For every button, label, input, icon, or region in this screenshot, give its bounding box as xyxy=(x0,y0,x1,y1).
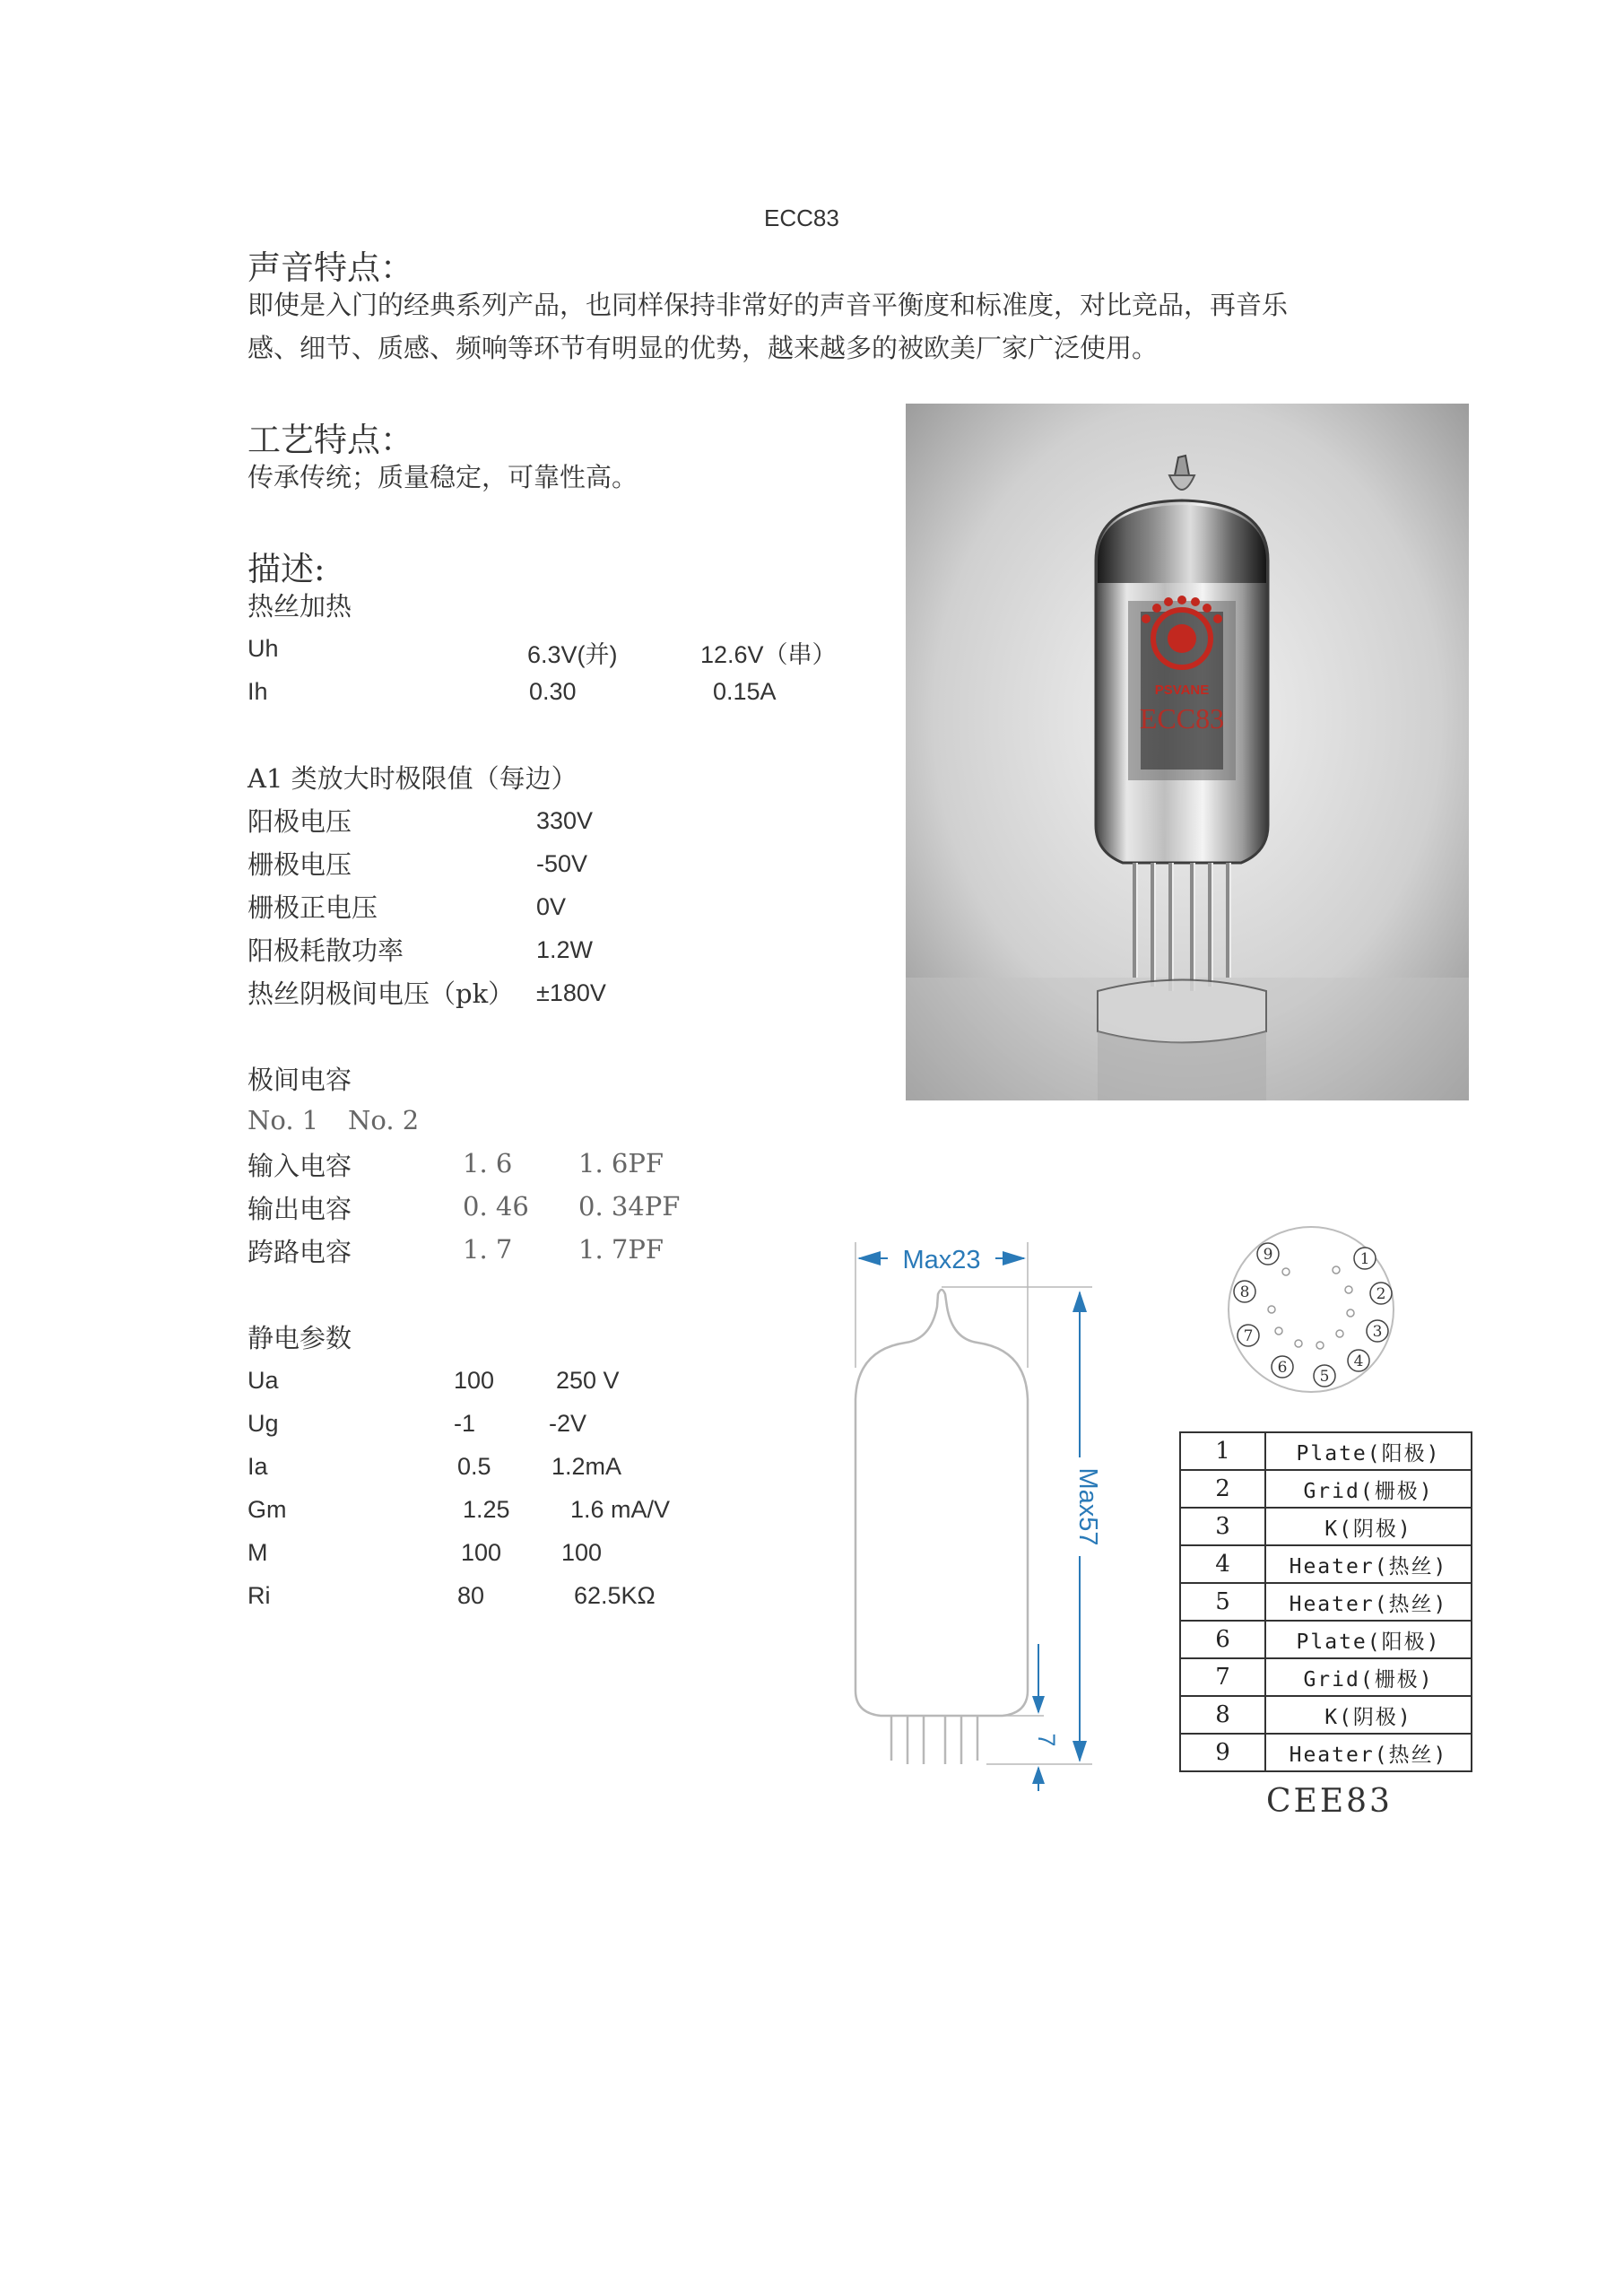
limit-value: ±180V xyxy=(536,979,606,1006)
socket-pin-number: 5 xyxy=(1319,1368,1330,1386)
desc-heading: 描述: xyxy=(248,550,326,588)
limit-name: 栅极电压 xyxy=(248,849,352,880)
heater-row-value-2: 12.6V（串） xyxy=(700,641,837,668)
pin-label: Grid(栅极) xyxy=(1265,1658,1472,1696)
pin-label: K(阴极) xyxy=(1265,1696,1472,1734)
pin-label: Heater(热丝) xyxy=(1265,1583,1472,1621)
heater-row-value-1: 6.3V(并) xyxy=(527,641,618,668)
static-value-2: 1.2mA xyxy=(551,1453,622,1480)
capacitance-value-1: 1. 6 xyxy=(463,1148,513,1178)
craft-text: 传承传统；质量稳定，可靠性高。 xyxy=(248,462,638,492)
pin-number: 5 xyxy=(1180,1583,1265,1621)
heater-row-value-1: 0.30 xyxy=(529,678,577,705)
static-name: M xyxy=(248,1539,268,1566)
pin-table xyxy=(1179,1431,1472,1772)
pin-number: 3 xyxy=(1180,1508,1265,1545)
limits-title: A1 类放大时极限值（每边） xyxy=(248,763,578,794)
sound-heading: 声音特点： xyxy=(248,248,413,287)
socket-pin-number: 9 xyxy=(1263,1246,1273,1264)
heater-row-value-2: 0.15A xyxy=(713,678,777,705)
socket-pin-number: 3 xyxy=(1372,1323,1383,1341)
static-value-1: 1.25 xyxy=(463,1496,510,1523)
product-photo xyxy=(906,404,1469,1100)
heater-title: 热丝加热 xyxy=(248,591,352,622)
socket-pin-number: 7 xyxy=(1243,1327,1254,1345)
pin-label: Plate(阳极) xyxy=(1265,1432,1472,1470)
table-row xyxy=(1180,1621,1472,1658)
static-value-1: 100 xyxy=(461,1539,502,1566)
pin-number: 9 xyxy=(1180,1734,1265,1771)
socket-pin-number: 2 xyxy=(1376,1285,1386,1303)
pin-label: Grid(栅极) xyxy=(1265,1470,1472,1508)
pin-number: 2 xyxy=(1180,1470,1265,1508)
pin-number: 1 xyxy=(1180,1432,1265,1470)
limit-name: 栅极正电压 xyxy=(248,892,378,923)
pin-label: Heater(热丝) xyxy=(1265,1545,1472,1583)
static-value-2: 1.6 mA/V xyxy=(570,1496,671,1523)
photo-model-text: ECC83 xyxy=(1139,702,1225,735)
table-row xyxy=(1180,1508,1472,1545)
limit-value: 330V xyxy=(536,807,594,834)
limit-value: 0V xyxy=(536,893,567,920)
limit-name: 热丝阴极间电压（pk） xyxy=(248,978,515,1009)
socket-pin-number: 6 xyxy=(1277,1359,1288,1377)
table-row xyxy=(1180,1696,1472,1734)
limit-value: 1.2W xyxy=(536,936,594,963)
pin-label: K(阴极) xyxy=(1265,1508,1472,1545)
socket-pin-number: 1 xyxy=(1359,1250,1370,1268)
pin-length-label: 7 xyxy=(1033,1733,1060,1747)
limit-name: 阳极电压 xyxy=(248,806,352,837)
static-value-1: -1 xyxy=(454,1410,476,1437)
pin-number: 8 xyxy=(1180,1696,1265,1734)
table-row xyxy=(1180,1432,1472,1470)
static-name: Ia xyxy=(248,1453,268,1480)
table-row xyxy=(1180,1470,1472,1508)
static-value-1: 80 xyxy=(457,1582,485,1609)
table-row xyxy=(1180,1583,1472,1621)
table-row xyxy=(1180,1658,1472,1696)
pin-number: 7 xyxy=(1180,1658,1265,1696)
static-value-1: 0.5 xyxy=(457,1453,491,1480)
pin-number: 4 xyxy=(1180,1545,1265,1583)
photo-logo-text: PSVANE xyxy=(1154,683,1210,698)
static-name: Ua xyxy=(248,1367,279,1394)
limit-value: -50V xyxy=(536,850,588,877)
width-dimension-label: Max23 xyxy=(902,1246,981,1274)
static-value-2: 62.5KΩ xyxy=(574,1582,656,1609)
static-value-2: 100 xyxy=(561,1539,603,1566)
pin-label: Heater(热丝) xyxy=(1265,1734,1472,1771)
capacitance-value-2: 0. 34PF xyxy=(578,1191,681,1222)
capacitance-title: 极间电容 xyxy=(248,1065,352,1095)
table-row xyxy=(1180,1545,1472,1583)
sound-line-1: 即使是入门的经典系列产品，也同样保持非常好的声音平衡度和标准度，对比竞品，再音乐 xyxy=(248,290,1289,320)
socket-pin-number: 8 xyxy=(1239,1283,1250,1301)
capacitance-name: 输入电容 xyxy=(248,1151,352,1181)
capacitance-value-2: 1. 7PF xyxy=(578,1234,664,1265)
table-row xyxy=(1180,1734,1472,1771)
capacitance-value-1: 1. 7 xyxy=(463,1234,513,1265)
socket-pinout-diagram xyxy=(1221,1220,1401,1399)
heater-row-name: Uh xyxy=(248,635,279,662)
pin-label: Plate(阳极) xyxy=(1265,1621,1472,1658)
heater-row-name: Ih xyxy=(248,678,268,705)
socket-pin-number: 4 xyxy=(1353,1352,1364,1370)
static-title: 静电参数 xyxy=(248,1323,352,1353)
limit-name: 阳极耗散功率 xyxy=(248,935,404,966)
capacitance-col-2: No. 2 xyxy=(348,1105,420,1135)
static-name: Ug xyxy=(248,1410,279,1437)
craft-heading: 工艺特点： xyxy=(248,421,413,459)
static-value-2: 250 V xyxy=(556,1367,620,1394)
capacitance-value-2: 1. 6PF xyxy=(578,1148,664,1178)
tube-dimension-drawing xyxy=(852,1242,1112,1798)
static-value-1: 100 xyxy=(454,1367,495,1394)
capacitance-value-1: 0. 46 xyxy=(463,1191,529,1222)
height-dimension-label: Max57 xyxy=(1073,1467,1102,1546)
sound-line-2: 感、细节、质感、频响等环节有明显的优势，越来越多的被欧美厂家广泛使用。 xyxy=(248,333,1159,363)
static-value-2: -2V xyxy=(549,1410,587,1437)
capacitance-name: 跨路电容 xyxy=(248,1237,352,1267)
capacitance-name: 输出电容 xyxy=(248,1194,352,1224)
static-name: Gm xyxy=(248,1496,287,1523)
static-name: Ri xyxy=(248,1582,271,1609)
pin-number: 6 xyxy=(1180,1621,1265,1658)
pin-table-caption: CEE83 xyxy=(1266,1783,1393,1820)
capacitance-col-1: No. 1 xyxy=(248,1105,319,1135)
document-title: ECC83 xyxy=(764,204,839,231)
